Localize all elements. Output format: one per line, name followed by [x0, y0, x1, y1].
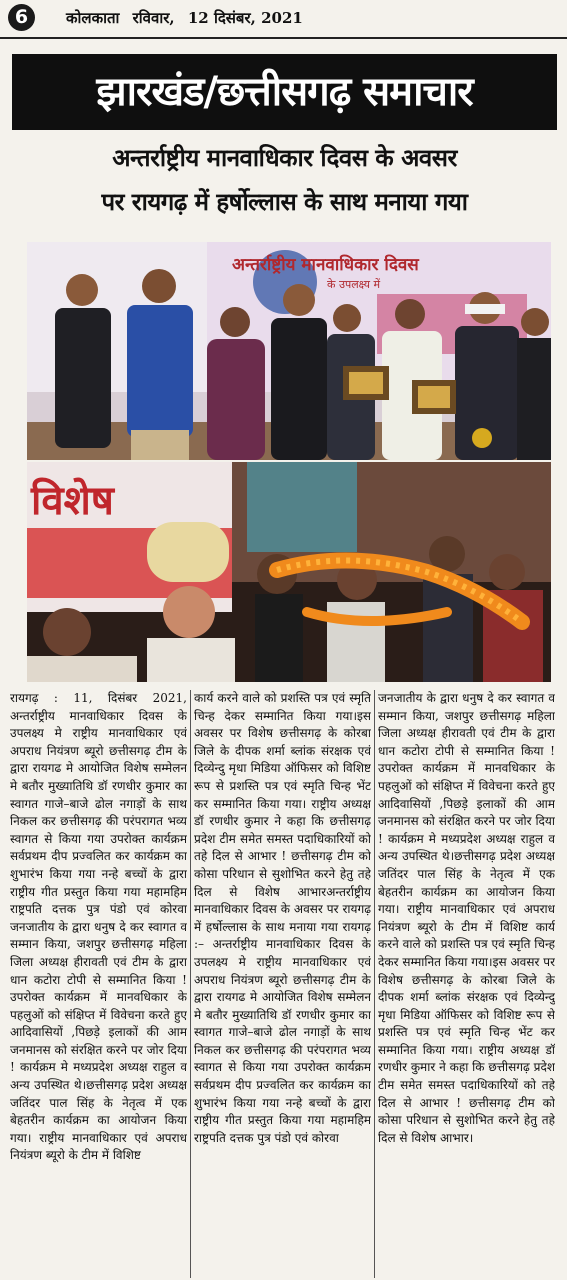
photo-banner-subtext: के उपलक्ष्य में — [327, 278, 381, 291]
column-3-text: जनजातीय के द्वारा धनुष दे कर स्वागत व सम्मान किया, जशपुर छत्तीसगढ़ महिला जिला अध्यक्ष हीरावती एवं टीम के द्वारा धान कटोरा टोपी से सम्मानित किया ! उपरोक्त कार्यक्रम में मानवधिकार के पहलुओं को संक्षिप्त में विवेचना करते हुए आदिवासियों ,पिछड़े इलाकों की आम जनमानस को संरक्षित करने पर जोर दिया ! कार्यक्रम मे मध्यप्रदेश अध्यक्ष राहुल व अन्य उपस्थित थे।छत्तीसगढ़ प्रदेश अध्यक्ष जतिंदर पाल सिंह के नेतृत्व में एक बेहतरीन कार्यक्रम का आयोजन किया गया। राष्ट्रीय मानवाधिकार एवं अपराध नियंत्रण ब्यूरो के टीम में विशिष्ट कार्य करने वाले को प्रशस्ति पत्र एवं स्मृति चिन्ह देकर सम्मानित किया गया।इस अवसर पर विशेष छत्तीसगढ़ के कोरबा जिले के दीपक शर्मा ब्लांक संरक्षक एवं दिव्येन्दु मृधा मिडिया ऑफिसर को विशिष्ट रूप से प्रशस्ति पत्र एवं स्मृति चिन्ह भेंट कर सम्मानित किया गया। राष्ट्रीय अध्यक्ष डॉ रणधीर कुमार ने कहा कि छत्तीसगढ़ प्रदेश टीम समेत समस्त पदाधिकारियों को तहे दिल से आभार ! छत्तीसगढ़ टीम को कोसा परिधान से सुशोभित करने हेतु तहे दिल से विशेष आभार। — [378, 691, 555, 1145]
column-2-text: कार्य करने वाले को प्रशस्ति पत्र एवं स्मृति चिन्ह देकर सम्मानित किया गया।इस अवसर पर विशेष छत्तीसगढ़ के कोरबा जिले के दीपक शर्मा ब्लांक संरक्षक एवं दिव्येन्दु मृधा मिडिया ऑफिसर को विशिष्ट रूप से प्रशस्ति पत्र एवं स्मृति चिन्ह भेंट कर सम्मानित किया गया। राष्ट्रीय अध्यक्ष डॉ रणधीर कुमार ने कहा कि छत्तीसगढ़ प्रदेश टीम समेत समस्त पदाधिकारियों को तहे दिल से आभार ! छत्तीसगढ़ टीम को कोसा परिधान से सुशोभित करने हेतु तहे दिल से विशेष आभारअन्तर्राष्ट्रीय मानवाधिकार दिवस के अवसर पर रायगढ़ में हर्षोल्लास के साथ मनाया गया रायगढ़ :– अन्तर्राष्ट्रीय मानवाधिकार दिवस के उपलक्ष्य मे राष्ट्रीय मानवाधिकार एवं अपराध नियंत्रण ब्यूरो छत्तीसगढ़ टीम के द्वारा रायगढ मे आयोजित विशेष सम्मेलन मे बतौर मुख्यातिथि डॉ रणधीर कुमार का स्वागत गाजे–बाजे ढोल नगाड़ों के साथ निकल कर छत्तीसगढ़ की परंपरागत भव्य स्वागत से किया गया उपरोक्त कार्यक्रम सर्वप्रथम दीप प्रज्वलित कर कार्यक्रम का शुभारंभ किया गया नन्हे बच्चों के द्वारा राष्ट्रीय गीत प्रस्तुत किया गया महामहिम राष्ट्रपति दत्तक पुत्र पंडो एवं कोरवा — [194, 691, 371, 1145]
article-headline — [12, 136, 557, 224]
city: कोलकाता — [66, 9, 120, 27]
column-divider — [374, 690, 375, 1278]
page-folio — [0, 0, 567, 36]
day: रविवार, — [132, 9, 175, 27]
header-rule — [0, 37, 567, 39]
column-1-text: रायगढ़ : 11, दिसंबर 2021, अन्तर्राष्ट्रीय मानवाधिकार दिवस के उपलक्ष्य मे राष्ट्रीय मानवाधिकार एवं अपराध नियंत्रण ब्यूरो छत्तीसगढ़ टीम के द्वारा रायगढ मे आयोजित विशेष सम्मेलन मे बतौर मुख्यातिथि डॉ रणधीर कुमार का स्वागत गाजे–बाजे ढोल नगाड़ों के साथ निकल कर छत्तीसगढ़ की परंपरागत भव्य स्वागत से किया गया उपरोक्त कार्यक्रम सर्वप्रथम दीप प्रज्वलित कर कार्यक्रम का शुभारंभ किया गया नन्हे बच्चों के द्वारा राष्ट्रीय गीत प्रस्तुत किया गया महामहिम राष्ट्रपति दत्तक पुत्र पंडो एवं कोरवा जनजातीय के द्वारा धनुष दे कर स्वागत व सम्मान किया, जशपुर छत्तीसगढ़ महिला जिला अध्यक्ष हीरावती एवं टीम के द्वारा धान कटोरा टोपी से सम्मानित किया ! उपरोक्त कार्यक्रम में मानवधिकार के पहलुओं को संक्षिप्त में विवेचना करते हुए आदिवासियों ,पिछड़े इलाकों की आम जनमानस को संरक्षित करने पर जोर दिया ! कार्यक्रम मे मध्यप्रदेश अध्यक्ष राहुल व अन्य उपस्थित थे।छत्तीसगढ़ प्रदेश अध्यक्ष जतिंदर पाल सिंह के नेतृत्व में एक बेहतरीन कार्यक्रम का आयोजन किया गया। राष्ट्रीय मानवाधिकार एवं अपराध नियंत्रण ब्यूरो के टीम में विशिष्ट — [10, 691, 187, 1163]
headline-line-1: अन्तर्राष्ट्रीय मानवाधिकार दिवस के अवसर — [112, 144, 457, 172]
headline-line-2: पर रायगढ़ में हर्षोल्लास के साथ मनाया गया — [101, 188, 468, 216]
date: 12 दिसंबर, 2021 — [187, 9, 303, 27]
page-number: 6 — [8, 4, 35, 31]
photo-award-ceremony — [27, 242, 551, 460]
dateline — [66, 8, 311, 28]
section-title: झारखंड/छत्तीसगढ़ समाचार — [12, 54, 557, 130]
article-column-2 — [194, 690, 371, 1278]
photo-banner-text: अन्तर्राष्ट्रीय मानवाधिकार दिवस — [232, 255, 419, 275]
photo-welcome-garland — [27, 462, 551, 682]
article-body — [10, 690, 560, 1278]
article-column-1 — [10, 690, 187, 1278]
column-divider — [190, 690, 191, 1278]
photo-banner-bottom-text: विशेष — [31, 478, 114, 524]
article-column-3 — [378, 690, 555, 1278]
